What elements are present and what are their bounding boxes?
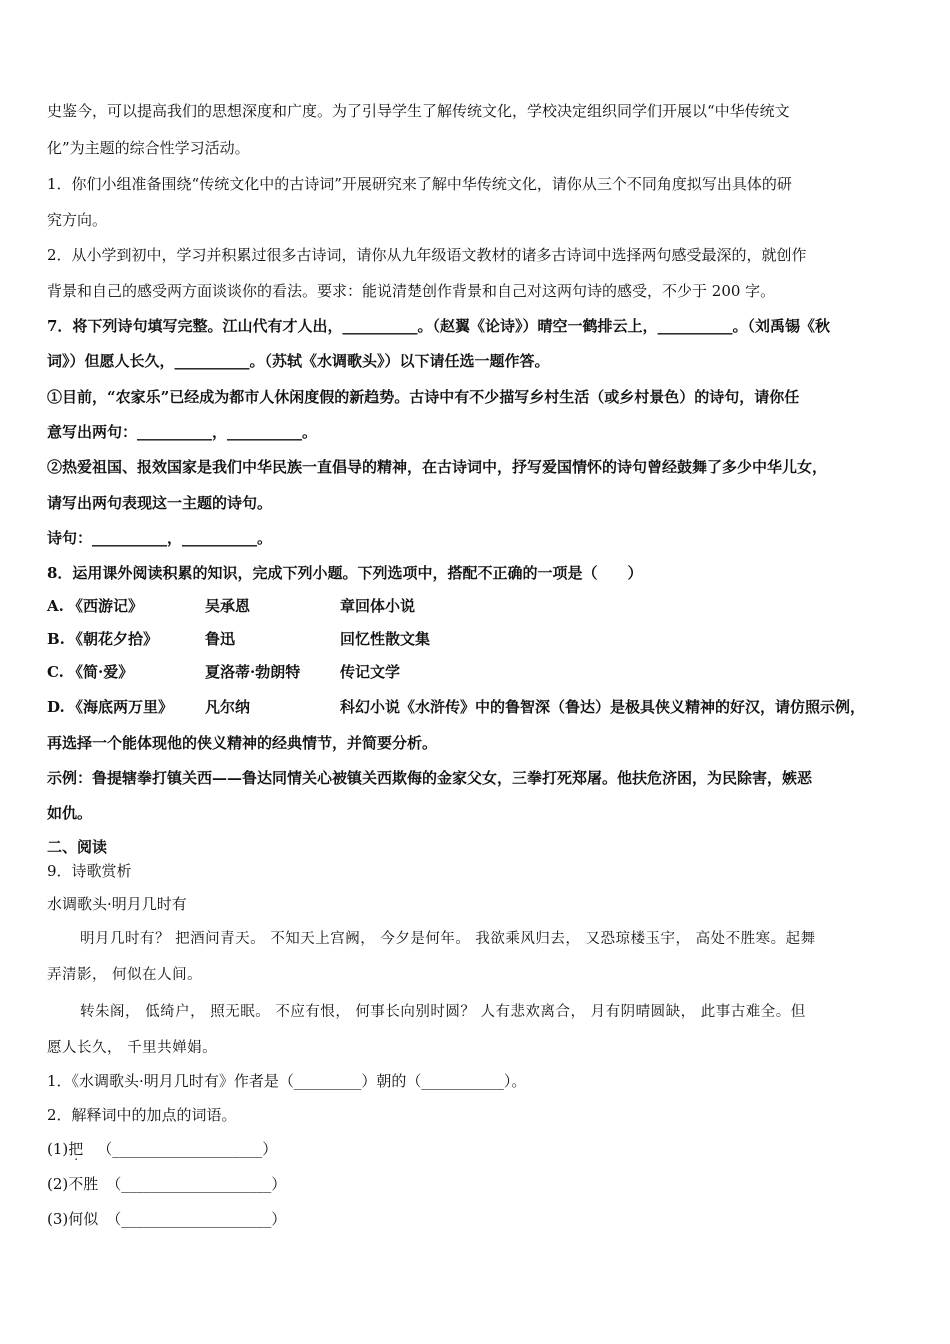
sub-item-number: (1): [47, 1140, 69, 1158]
sub-item: [47, 1174, 286, 1194]
question-7-option-1: 意写出两句：__________，__________。: [47, 423, 318, 441]
option-letter: B.: [47, 630, 65, 648]
question-7-option-2: 诗句：__________，__________。: [47, 529, 273, 547]
sub-item: [47, 1139, 277, 1159]
sub-item: [47, 1209, 286, 1229]
option-letter: D.: [47, 698, 65, 716]
question-8-continuation: 再选择一个能体现他的侠义精神的经典情节，并简要分析。: [47, 734, 438, 752]
question-7-option-1: ①目前，“农家乐”已经成为都市人休闲度假的新趋势。古诗中有不少描写乡村生活（或乡村景色）的诗句，请你任: [47, 388, 800, 406]
option-author: 夏洛蒂·勃朗特: [205, 663, 301, 681]
question-9-title: 9．诗歌赏析: [47, 862, 132, 880]
poem-line: 弄清影， 何似在人间。: [47, 967, 203, 983]
sub-item-word: 把: [68, 1140, 84, 1158]
example-line: 示例：鲁提辖拳打镇关西——鲁达同情关心被镇关西欺侮的金家父女，三拳打死郑屠。他扶危济困，为民除害，嫉恶: [47, 769, 813, 787]
answer-blank[interactable]: （____________________）: [106, 1210, 287, 1228]
poem-line: 明月几时有？ 把酒问青天。 不知天上宫阙， 今夕是何年。 我欲乘风归去， 又恐琼楼玉宇， 高处不胜寒。起舞: [80, 931, 816, 947]
sub-question-1: 1．《水调歌头·明月几时有》作者是（_________）朝的（___________）。: [47, 1072, 527, 1090]
sub-item-number: (3): [47, 1210, 69, 1228]
option-letter: A.: [47, 597, 64, 615]
option-genre: 传记文学: [340, 663, 401, 681]
question-research-line: 究方向。: [47, 211, 108, 229]
question-poems-line: 背景和自己的感受两方面谈谈你的看法。要求：能说清楚创作背景和自己对这两句诗的感受，不少于 200 字。: [47, 282, 776, 300]
answer-blank[interactable]: （____________________）: [97, 1140, 278, 1158]
intro-line: 化”为主题的综合性学习活动。: [47, 139, 250, 157]
option-genre: 回忆性散文集: [340, 630, 431, 648]
option-author: 凡尔纳: [205, 698, 251, 716]
question-7-line: 词》）但愿人长久，__________。（苏轼《水调歌头》）以下请任选一题作答。: [47, 352, 550, 370]
question-poems-line: 2．从小学到初中，学习并积累过很多古诗词，请你从九年级语文教材的诸多古诗词中选择两句感受最深的，就创作: [47, 246, 807, 264]
section-title: 二、阅读: [47, 838, 108, 856]
question-7-line: 7．将下列诗句填写完整。江山代有才人出，__________。（赵翼《论诗》）晴空一鹤排云上，__________。（刘禹锡《秋: [47, 317, 830, 335]
intro-line: 史鉴今，可以提高我们的思想深度和广度。为了引导学生了解传统文化，学校决定组织同学们开展以“中华传统文: [47, 102, 790, 120]
option-genre: 科幻小说《水浒传》中的鲁智深（鲁达）是极具侠义精神的好汉，请仿照示例，: [340, 698, 866, 716]
sub-item-number: (2): [47, 1175, 69, 1193]
question-7-option-2: 请写出两句表现这一主题的诗句。: [47, 494, 273, 512]
sub-question-2: 2．解释词中的加点的词语。: [47, 1106, 237, 1124]
option-letter: C.: [47, 663, 64, 681]
question-8-stem: 8．运用课外阅读积累的知识，完成下列小题。下列选项中，搭配不正确的一项是（ ）: [47, 564, 643, 582]
answer-blank[interactable]: （____________________）: [106, 1175, 287, 1193]
option-book: 《西游记》: [68, 597, 144, 615]
poem-line: 愿人长久， 千里共婵娟。: [47, 1040, 218, 1056]
sub-item-word: 何似: [68, 1210, 99, 1228]
option-book: 《海底两万里》: [68, 698, 174, 716]
option-book: 《朝花夕拾》: [68, 630, 159, 648]
sub-item-word: 不胜: [68, 1175, 99, 1193]
option-author: 鲁迅: [205, 630, 236, 648]
poem-line: 转朱阁， 低绮户， 照无眠。 不应有恨， 何事长向别时圆？ 人有悲欢离合， 月有阴晴圆缺， 此事古难全。但: [80, 1004, 806, 1020]
question-7-option-2: ②热爱祖国、报效国家是我们中华民族一直倡导的精神，在古诗词中，抒写爱国情怀的诗句曾经鼓舞了多少中华儿女，: [47, 458, 828, 476]
option-genre: 章回体小说: [340, 597, 416, 615]
option-book: 《简·爱》: [68, 663, 134, 681]
poem-title: 水调歌头·明月几时有: [47, 895, 187, 913]
option-author: 吴承恩: [205, 597, 251, 615]
question-research-line: 1．你们小组准备围绕“传统文化中的古诗词”开展研究来了解中华传统文化，请你从三个不同角度拟写出具体的研: [47, 175, 792, 193]
example-line: 如仇。: [47, 804, 93, 822]
